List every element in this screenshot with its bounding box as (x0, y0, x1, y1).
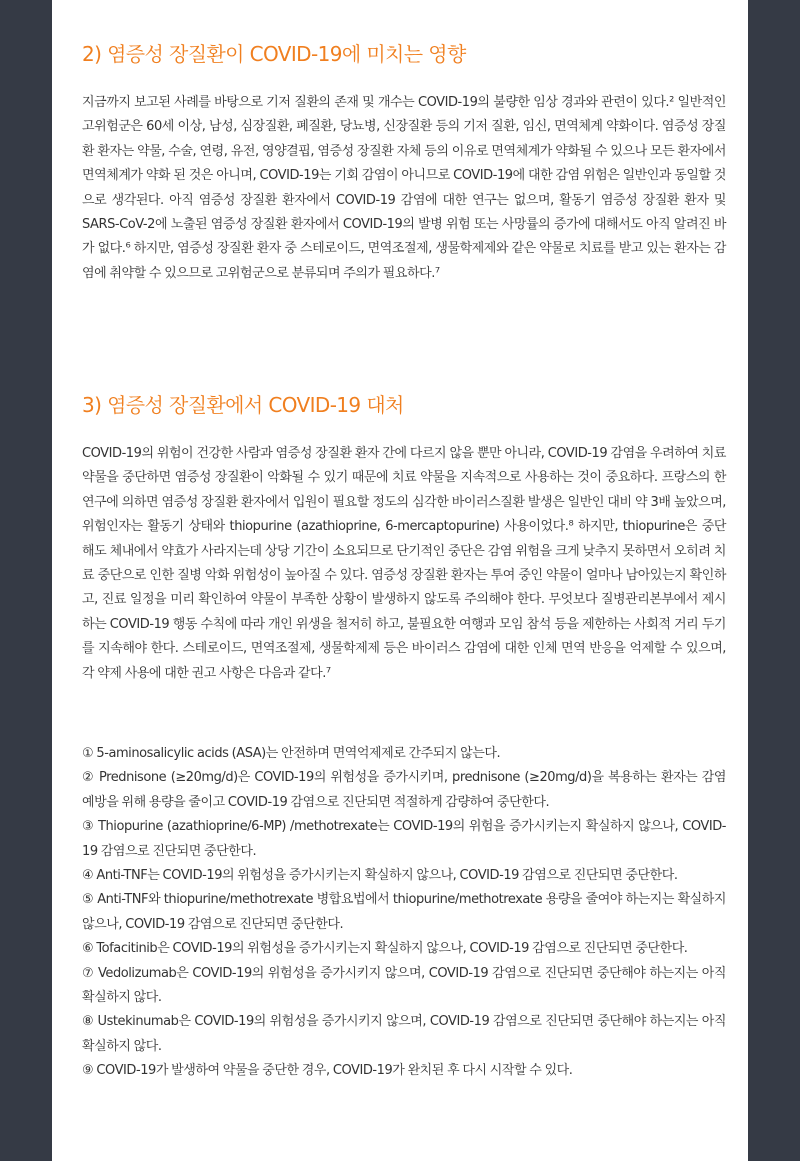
list-item: ① 5-aminosalicylic acids (ASA)는 안전하며 면역억제제로 간주되지 않는다. (82, 746, 501, 761)
list-item: ⑦ Vedolizumab은 COVID-19의 위험성을 증가시키지 않으며, COVID-19 감염으로 진단되면 중단해야 하는지는 아직 확실하지 않다. (82, 965, 726, 1006)
section-3-paragraph: COVID-19의 위험이 건강한 사람과 염증성 장질환 환자 간에 다르지 않을 뿐만 아니라, COVID-19 감염을 우려하여 치료 약물을 중단하면 염증성 장질환이 악화될 수 있기 때문에 치료 약물을 지속적으로 사용하는 것이 중요하다. 프랑스의 한 연구에 의하면 염증성 장질환 환자에서 입원이 필요할 정도의 심각한 바이러스질환 발생은 일반인 대비 약 3배 높았으며, 위험인자는 활동기 상태와 thiopurine (azathioprine, 6-mercaptopurine) 사용이었다.⁸ 하지만, thiopurine은 중단 해도 체내에서 약효가 사라지는데 상당 기간이 소요되므로 단기적인 중단은 감염 위험을 크게 낮추지 못하면서 오히려 치료 중단으로 인한 질병 악화 위험성이 높아질 수 있다. 염증성 장질환 환자는 투여 중인 약물이 얼마나 남아있는지 확인하고, 진료 일정을 미리 확인하여 약물이 부족한 상황이 발생하지 않도록 주의해야 한다. 무엇보다 질병관리본부에서 제시하는 COVID-19 행동 수칙에 따라 개인 위생을 철저히 하고, 불필요한 여행과 모임 참석 등을 제한하는 사회적 거리 두기를 지속해야 한다. 스테로이드, 면역조절제, 생물학제제 등은 바이러스 감염에 대한 인체 면역 반응을 억제할 수 있으며, 각 약제 사용에 대한 권고 사항은 다음과 같다.⁷ (82, 446, 726, 681)
list-item: ⑥ Tofacitinib은 COVID-19의 위험성을 증가시키는지 확실하지 않으나, COVID-19 감염으로 진단되면 중단한다. (82, 941, 688, 957)
list-item: ⑨ COVID-19가 발생하여 약물을 중단한 경우, COVID-19가 완치된 후 다시 시작할 수 있다. (82, 1063, 573, 1079)
recommendation-list (82, 742, 726, 1084)
list-item: ④ Anti-TNF는 COVID-19의 위험성을 증가시키는지 확실하지 않으나, COVID-19 감염으로 진단되면 중단한다. (82, 868, 678, 884)
document-page (52, 0, 748, 1161)
list-item: ⑧ Ustekinumab은 COVID-19의 위험성을 증가시키지 않으며, COVID-19 감염으로 진단되면 중단해야 하는지는 아직 확실하지 않다. (82, 1014, 726, 1054)
list-item: ② Prednisone (≥20mg/d)은 COVID-19의 위험성을 증가시키며, prednisone (≥20mg/d)을 복용하는 환자는 감염 예방을 위해 용량을 줄이고 COVID-19 감염으로 진단되면 적절하게 감량하여 중단한다. (82, 770, 726, 810)
section-3-heading: 3) 염증성 장질환에서 COVID-19 대처 (82, 393, 404, 417)
section-2-heading: 2) 염증성 장질환이 COVID-19에 미치는 영향 (82, 42, 466, 66)
section-2-paragraph: 지금까지 보고된 사례를 바탕으로 기저 질환의 존재 및 개수는 COVID-19의 불량한 임상 경과와 관련이 있다.² 일반적인 고위험군은 60세 이상, 남성, 심장질환, 폐질환, 당뇨병, 신장질환 등의 기저 질환, 임신, 면역체계 약화이다. 염증성 장질환 환자는 약물, 수술, 연령, 유전, 영양결핍, 염증성 장질환 자체 등의 이유로 면역체계가 약화될 수 있으나 모든 환자에서 면역체계가 약화 된 것은 아니며, COVID-19는 기회 감염이 아니므로 COVID-19에 대한 감염 위험은 일반인과 동일할 것으로 생각된다. 아직 염증성 장질환 환자에서 COVID-19 감염에 대한 연구는 없으며, 활동기 염증성 장질환 환자 및 SARS-CoV-2에 노출된 염증성 장질환 환자에서 COVID-19의 발병 위험 또는 사망률의 증가에 대해서도 아직 알려진 바가 없다.⁶ 하지만, 염증성 장질환 환자 중 스테로이드, 면역조절제, 생물학제제와 같은 약물로 치료를 받고 있는 환자는 감염에 취약할 수 있으므로 고위험군으로 분류되며 주의가 필요하다.⁷ (82, 95, 726, 281)
list-item: ⑤ Anti-TNF와 thiopurine/methotrexate 병합요법에서 thiopurine/methotrexate 용량을 줄여야 하는지는 확실하지 않으나, COVID-19 감염으로 진단되면 중단한다. (82, 892, 726, 932)
list-item: ③ Thiopurine (azathioprine/6-MP) /methotrexate는 COVID-19의 위험을 증가시키는지 확실하지 않으나, COVID-19 감염으로 진단되면 중단한다. (82, 819, 726, 859)
